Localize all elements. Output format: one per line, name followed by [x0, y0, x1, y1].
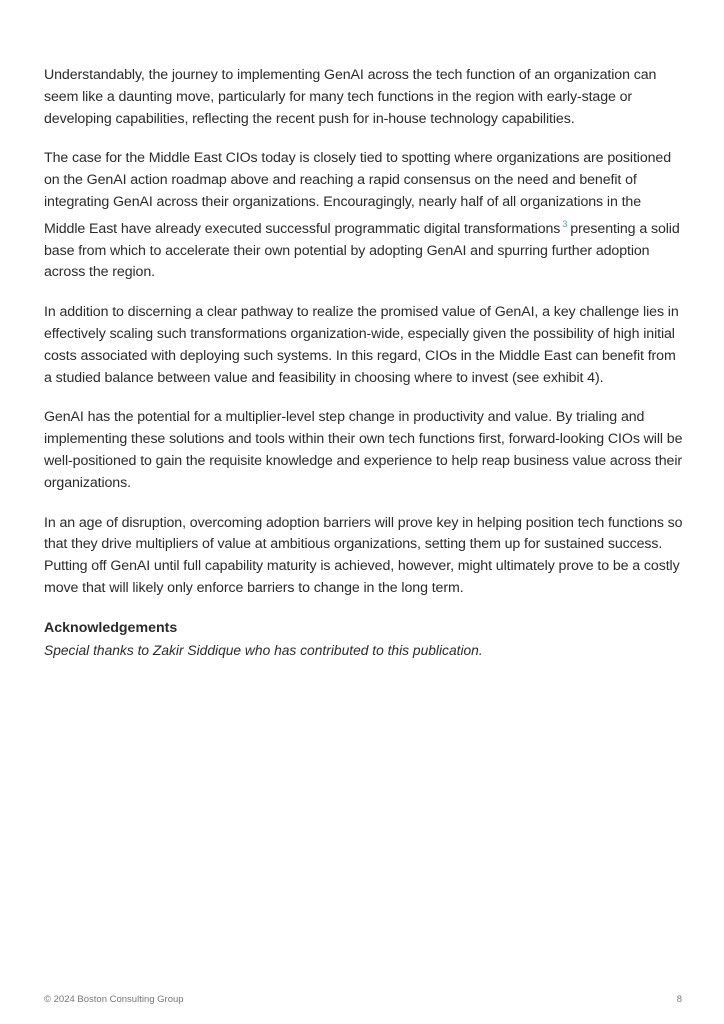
acknowledgements-text: Special thanks to Zakir Siddique who has contributed to this publication.	[44, 642, 483, 658]
acknowledgements-heading: Acknowledgements	[44, 619, 178, 636]
paragraph-multiplier-potential: GenAI has the potential for a multiplier-level step change in productivity and value. By trialing and implementing these solutions and tools within their own tech functions first, forward-looking CIOs will be well-positioned to gain the requisite knowledge and experience to help reap business value across their organizations.	[44, 409, 683, 491]
paragraph-case-text-end: presenting a solid base from which to accelerate their own potential by adopting GenAI and spurring further adoption across the region.	[44, 220, 680, 281]
footer-page-number: 8	[676, 994, 682, 1005]
paragraph-case-for-cios	[44, 148, 684, 284]
paragraph-scaling-challenge: In addition to discerning a clear pathway to realize the promised value of GenAI, a key challenge lies in effectively scaling such transformations organization-wide, especially given the possibility of high initial costs associated with deploying such systems. In this regard, CIOs in the Middle East can benefit from a studied balance between value and feasibility in choosing where to invest (see exhibit 4).	[44, 304, 679, 386]
footer-copyright: © 2024 Boston Consulting Group	[44, 994, 184, 1005]
paragraph-journey: Understandably, the journey to implementing GenAI across the tech function of an organization can seem like a daunting move, particularly for many tech functions in the region with early-stage or developing capabilities, reflecting the recent push for in-house technology capabilities.	[44, 67, 657, 127]
paragraph-age-of-disruption: In an age of disruption, overcoming adoption barriers will prove key in helping position tech functions so that they drive multipliers of value at ambitious organizations, setting them up for sustained success. Putting off GenAI until full capability maturity is achieved, however, might ultimately prove to be a costly move that will likely only enforce barriers to change in the long term.	[44, 514, 683, 596]
body-content	[44, 65, 684, 661]
footnote-reference[interactable]: 3	[562, 218, 568, 229]
paragraph-case-text-start: The case for the Middle East CIOs today is closely tied to spotting where organizations are positioned on the GenAI action roadmap above and reaching a rapid consensus on the need and benefit of integrating GenAI across their organizations. Encouragingly, nearly half of all organizations in the Middle East have already executed successful programmatic digital transformations	[44, 150, 671, 237]
